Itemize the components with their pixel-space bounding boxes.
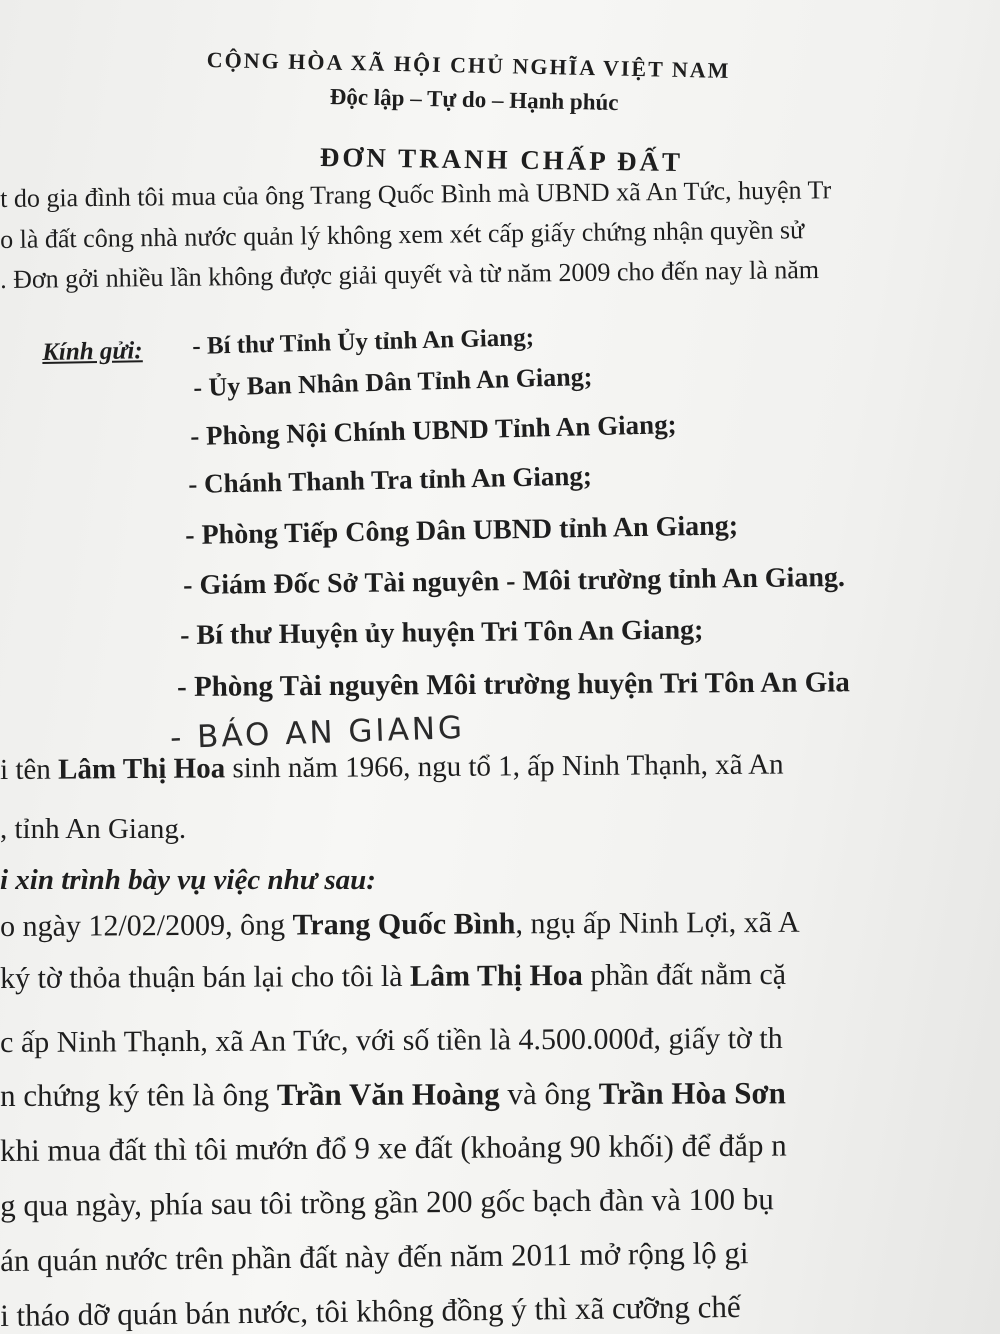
body-line-7 [0,1077,786,1111]
recipient-2: - Ủy Ban Nhân Dân Tỉnh An Giang; [192,361,593,402]
body-line-10: án quán nước trên phần đất này đến năm 2011 mở rộng lộ gi [0,1235,749,1278]
document-title: ĐƠN TRANH CHẤP ĐẤT [319,142,684,178]
text: và ông [499,1075,599,1112]
motto: Độc lập – Tự do – Hạnh phúc [329,84,619,116]
handwritten-addition: - BÁO AN GIANG [169,709,466,757]
recipient-8: - Phòng Tài nguyên Môi trường huyện Tri Tôn An Gia [176,666,850,703]
body-line-2: , tỉnh An Giang. [0,813,187,845]
body-line-6: c ấp Ninh Thạnh, xã An Tức, với số tiền là 4.500.000đ, giấy tờ th [0,1021,783,1059]
text: , ngụ ấp Ninh Lợi, xã A [515,905,800,941]
body-line-1 [0,748,784,786]
body-line-9: g qua ngày, phía sau tôi trồng gần 200 gốc bạch đàn và 100 bụ [0,1181,774,1223]
witness-2: Trần Hòa Sơn [598,1075,786,1111]
recipient-4: - Chánh Thanh Tra tỉnh An Giang; [187,460,593,499]
recipient-3: - Phòng Nội Chính UBND Tỉnh An Giang; [189,409,677,451]
recipient-7: - Bí thư Huyện ủy huyện Tri Tôn An Giang; [179,614,704,651]
recipient-1: - Bí thư Tỉnh Ủy tỉnh An Giang; [191,324,535,360]
witness-1: Trần Văn Hoàng [276,1076,500,1113]
body-line-5 [0,957,787,995]
intro-line-3: . Đơn gởi nhiều lần không được giải quyết và từ năm 2009 cho đến nay là năm [0,254,820,294]
intro-line-2: o là đất công nhà nước quản lý không xem xét cấp giấy chứng nhận quyền sử [0,215,805,254]
applicant-name: Lâm Thị Hoa [409,958,583,993]
text: phần đất nằm cặ [582,957,787,992]
body-line-8: khi mua đất thì tôi mướn đổ 9 xe đất (khoảng 90 khối) để đắp n [0,1127,787,1168]
recipient-5: - Phòng Tiếp Công Dân UBND tỉnh An Giang; [184,510,739,551]
text: n chứng ký tên là ông [0,1077,277,1113]
kinh-gui-label: Kính gửi: [41,337,143,366]
applicant-name: Lâm Thị Hoa [57,752,226,786]
section-heading: i xin trình bày vụ việc như sau: [0,864,376,896]
text: o ngày 12/02/2009, ông [0,908,293,943]
text: ký tờ thỏa thuận bán lại cho tôi là [0,959,411,995]
nation-header: CỘNG HÒA XÃ HỘI CHỦ NGHĨA VIỆT NAM [206,47,731,83]
intro-line-1: t do gia đình tôi mua của ông Trang Quốc Bình mà UBND xã An Tức, huyện Tr [0,175,832,213]
body-line-11: i tháo dỡ quán bán nước, tôi không đồng ý thì xã cưỡng chế [0,1288,741,1333]
text: i tên [0,753,59,786]
text: sinh năm 1966, ngu tổ 1, ấp Ninh Thạnh, xã An [225,748,784,785]
recipient-6: - Giám Đốc Sở Tài nguyên - Môi trường tỉnh An Giang. [182,561,846,601]
body-line-4 [0,905,800,943]
seller-name: Trang Quốc Bình [292,907,516,942]
